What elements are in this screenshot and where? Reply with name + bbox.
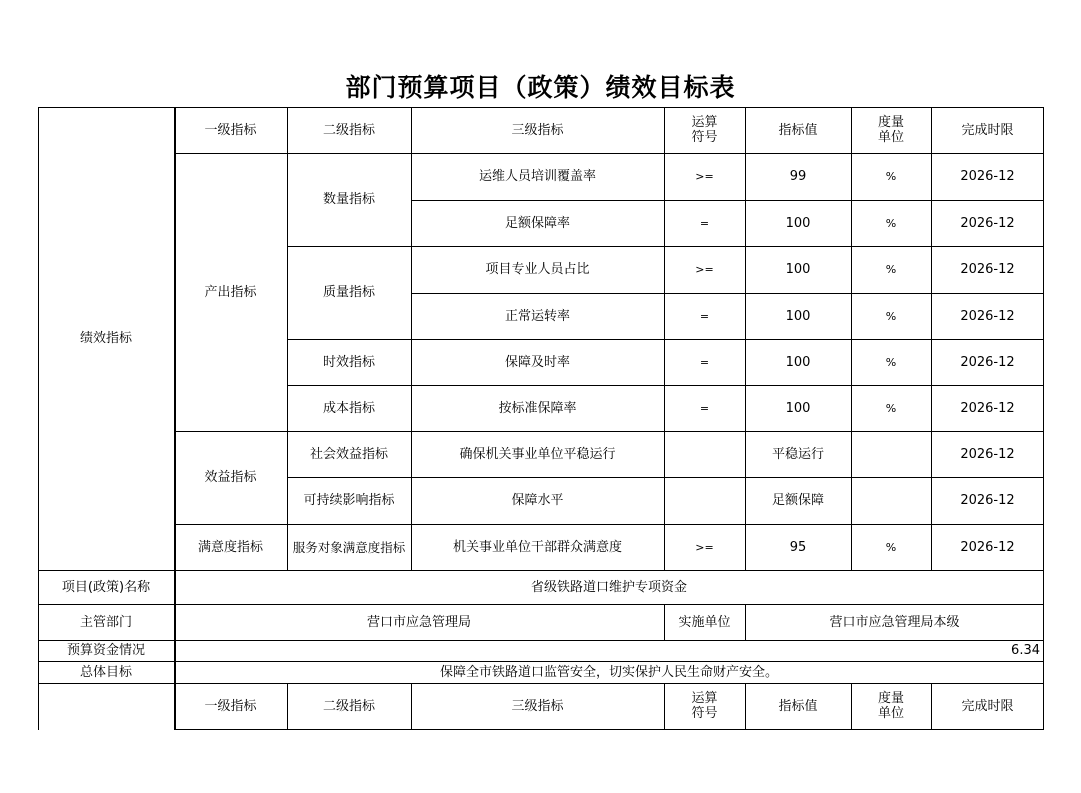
subgroup-quantity: 数量指标 bbox=[322, 192, 375, 207]
header-level3: 三级指标 bbox=[511, 122, 564, 138]
indicator-name: 机关事业单位干部群众满意度 bbox=[452, 539, 622, 555]
indicator-operator: = bbox=[699, 401, 710, 415]
subgroup-cost: 成本指标 bbox=[322, 400, 375, 416]
grid-line bbox=[411, 293, 1044, 294]
indicator-unit: % bbox=[885, 401, 897, 415]
grid-line bbox=[931, 107, 932, 570]
grid-line bbox=[411, 200, 1044, 201]
indicator-deadline: 2026-12 bbox=[960, 493, 1015, 508]
subgroup-quality: 质量指标 bbox=[322, 285, 375, 300]
grid-line bbox=[664, 683, 665, 730]
indicator-name: 保障水平 bbox=[511, 493, 564, 508]
subgroup-social: 社会效益指标 bbox=[309, 446, 388, 462]
grid-line bbox=[287, 683, 288, 730]
header-level2: 二级指标 bbox=[322, 122, 375, 138]
indicator-unit: % bbox=[885, 170, 897, 183]
indicator-deadline: 2026-12 bbox=[960, 539, 1015, 555]
grid-line bbox=[664, 604, 665, 640]
indicator-unit: % bbox=[885, 263, 897, 276]
grid-line bbox=[411, 683, 412, 730]
header-value: 指标值 bbox=[778, 122, 818, 138]
grid-line bbox=[174, 107, 176, 730]
header-level1: 一级指标 bbox=[204, 122, 257, 138]
indicator-operator: >= bbox=[695, 263, 714, 276]
indicator-name: 足额保障率 bbox=[504, 215, 570, 231]
header-deadline: 完成时限 bbox=[961, 122, 1014, 138]
dept-value: 营口市应急管理局 bbox=[366, 614, 471, 630]
indicator-name: 运维人员培训覆盖率 bbox=[478, 169, 596, 184]
performance-table bbox=[38, 107, 1044, 730]
grid-line bbox=[411, 107, 412, 570]
indicator-value: 足额保障 bbox=[771, 493, 824, 508]
indicator-deadline: 2026-12 bbox=[960, 215, 1015, 231]
indicator-deadline: 2026-12 bbox=[960, 400, 1015, 416]
footer-header-unit: 度量 单位 bbox=[877, 691, 904, 721]
indicator-value: 100 bbox=[785, 400, 811, 416]
indicator-name: 正常运转率 bbox=[504, 308, 570, 324]
indicator-deadline: 2026-12 bbox=[960, 262, 1015, 277]
grid-line bbox=[174, 153, 1044, 154]
footer-header-deadline: 完成时限 bbox=[961, 698, 1014, 714]
budget-label: 预算资金情况 bbox=[66, 643, 145, 658]
indicator-deadline: 2026-12 bbox=[960, 354, 1015, 370]
subgroup-timeliness: 时效指标 bbox=[322, 354, 375, 370]
goal-label: 总体目标 bbox=[79, 664, 132, 680]
grid-line bbox=[745, 107, 746, 570]
grid-line bbox=[745, 683, 746, 730]
grid-line bbox=[664, 107, 665, 570]
indicator-unit: % bbox=[885, 216, 897, 230]
group-output: 产出指标 bbox=[204, 284, 257, 300]
header-unit: 度量 单位 bbox=[877, 115, 904, 145]
grid-line bbox=[174, 729, 1044, 730]
grid-line bbox=[174, 431, 1044, 432]
group-satisfaction: 满意度指标 bbox=[197, 539, 263, 555]
indicator-operator: >= bbox=[695, 170, 714, 183]
indicator-operator bbox=[664, 477, 745, 524]
grid-line bbox=[38, 107, 39, 730]
indicator-operator: = bbox=[699, 309, 710, 323]
grid-line bbox=[851, 683, 852, 730]
indicator-value: 99 bbox=[789, 169, 807, 184]
project-label: 项目(政策)名称 bbox=[61, 579, 151, 595]
indicator-operator: >= bbox=[695, 540, 714, 554]
indicator-unit bbox=[851, 477, 931, 524]
grid-line bbox=[287, 107, 288, 570]
subgroup-sustainable: 可持续影响指标 bbox=[303, 493, 395, 508]
footer-header-level1: 一级指标 bbox=[204, 698, 257, 714]
indicator-name: 按标准保障率 bbox=[498, 400, 577, 416]
grid-line bbox=[38, 570, 1044, 571]
dept-label: 主管部门 bbox=[79, 614, 132, 630]
impl-label: 实施单位 bbox=[678, 614, 731, 630]
grid-line bbox=[38, 661, 1044, 662]
grid-line bbox=[38, 604, 1044, 605]
indicator-value: 100 bbox=[785, 215, 811, 231]
footer-header-operator: 运算 符号 bbox=[691, 691, 718, 721]
grid-line bbox=[38, 107, 1044, 108]
grid-line bbox=[174, 524, 1044, 525]
indicator-operator: = bbox=[699, 216, 710, 230]
indicator-unit bbox=[851, 431, 931, 477]
group-benefit: 效益指标 bbox=[204, 470, 257, 485]
project-value: 省级铁路道口维护专项资金 bbox=[530, 579, 687, 595]
indicator-deadline: 2026-12 bbox=[960, 446, 1015, 462]
indicator-value: 100 bbox=[785, 308, 811, 324]
indicator-value: 100 bbox=[785, 262, 811, 277]
grid-line bbox=[745, 604, 746, 640]
impl-value: 营口市应急管理局本级 bbox=[829, 614, 960, 630]
subgroup-service: 服务对象满意度指标 bbox=[292, 539, 406, 555]
indicator-operator bbox=[664, 431, 745, 477]
indicator-unit: % bbox=[885, 309, 897, 323]
indicator-unit: % bbox=[885, 540, 897, 554]
grid-line bbox=[931, 683, 932, 730]
page-title: 部门预算项目（政策）绩效目标表 bbox=[345, 73, 736, 102]
indicator-deadline: 2026-12 bbox=[960, 308, 1015, 324]
indicator-name: 确保机关事业单位平稳运行 bbox=[459, 446, 616, 462]
indicator-value: 100 bbox=[785, 354, 811, 370]
grid-line bbox=[851, 107, 852, 570]
performance-label: 绩效指标 bbox=[79, 331, 132, 346]
footer-header-level3: 三级指标 bbox=[511, 698, 564, 714]
goal-value: 保障全市铁路道口监管安全，切实保护人民生命财产安全。 bbox=[439, 664, 778, 680]
indicator-name: 项目专业人员占比 bbox=[485, 262, 590, 277]
grid-line bbox=[38, 683, 1044, 684]
footer-header-level2: 二级指标 bbox=[322, 698, 375, 714]
footer-header-value: 指标值 bbox=[778, 698, 818, 714]
indicator-operator: = bbox=[699, 355, 710, 369]
grid-line bbox=[38, 640, 1044, 641]
budget-value: 6.34 bbox=[1011, 643, 1040, 658]
indicator-deadline: 2026-12 bbox=[960, 169, 1015, 184]
grid-line bbox=[1043, 107, 1044, 730]
indicator-unit: % bbox=[885, 355, 897, 369]
indicator-value: 95 bbox=[789, 539, 807, 555]
header-operator: 运算 符号 bbox=[691, 115, 718, 145]
indicator-name: 保障及时率 bbox=[504, 354, 570, 370]
indicator-value: 平稳运行 bbox=[771, 446, 824, 462]
